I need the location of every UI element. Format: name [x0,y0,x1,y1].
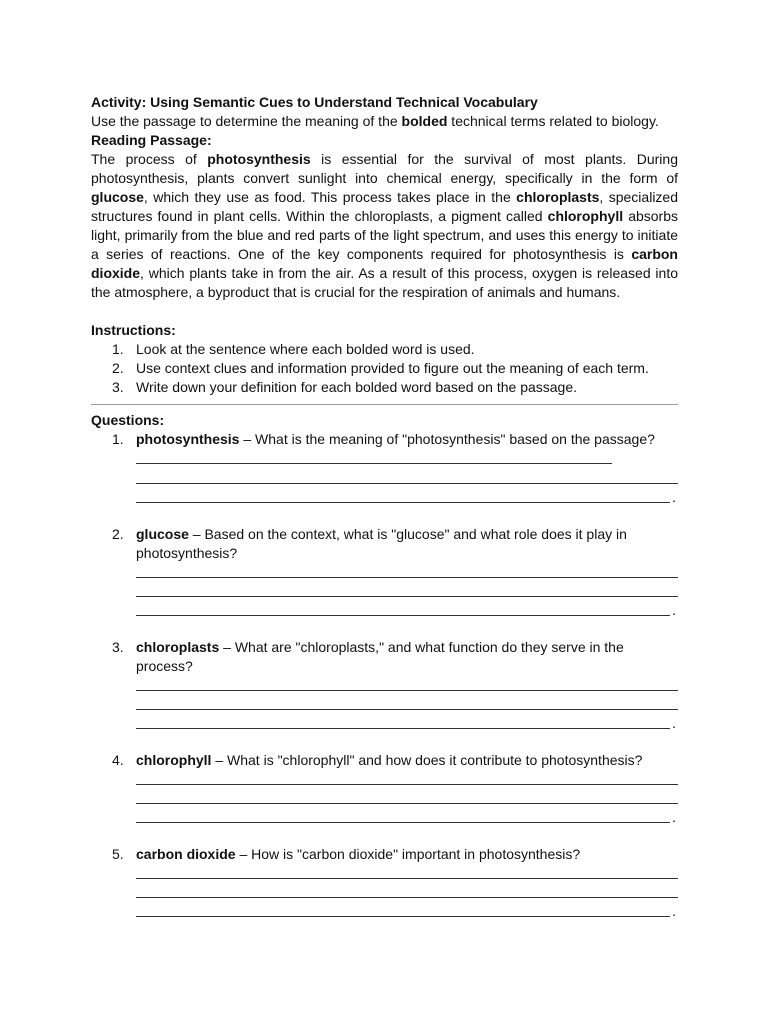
questions-label: Questions: [91,412,165,428]
answer-line[interactable] [136,789,678,808]
question-term: glucose [136,526,189,542]
answer-line[interactable] [136,563,678,582]
question-text: – What is "chlorophyll" and how does it contribute to photosynthesis? [211,752,643,768]
question-prompt [136,525,678,563]
question-number: 3. [112,639,124,655]
intro-text-start: Use the passage to determine the meaning of the [91,113,402,129]
instruction-number: 1. [112,341,124,357]
instruction-item [91,340,678,359]
answer-underline [136,690,678,691]
passage-text: , which they use as food. This process takes place in the [143,189,517,205]
question-term: carbon dioxide [136,846,236,862]
questions-list [91,430,678,921]
line-end-period: . [672,715,676,731]
line-end-period: . [672,489,676,505]
answer-underline [136,803,678,804]
intro-text-end: technical terms related to biology. [447,113,659,129]
question-number: 1. [112,431,124,447]
answer-line[interactable] [136,902,678,921]
answer-line[interactable] [136,582,678,601]
bold-term: chlorophyll [547,208,624,224]
worksheet [91,93,678,921]
passage-text: is essential for the survival of most plants. During photosynthesis, plants convert sunlight into chemical energy, specifically in the form of [91,151,678,186]
activity-title: Activity: Using Semantic Cues to Understand Technical Vocabulary [91,94,538,110]
question-text: – How is "carbon dioxide" important in photosynthesis? [235,846,581,862]
instruction-item [91,378,678,397]
question-prompt [136,751,678,770]
question-text: – What is the meaning of "photosynthesis" based on the passage? [239,431,655,447]
answer-line[interactable] [136,770,678,789]
instruction-number: 3. [112,379,124,395]
answer-line[interactable] [136,695,678,714]
answer-underline [136,822,670,823]
answer-line[interactable] [136,676,678,695]
answer-underline [136,897,678,898]
passage-text: , which plants take in from the air. As a result of this process, oxygen is released into the atmosphere, a byproduct that is crucial for the respiration of animals and humans. [91,265,678,300]
answer-line[interactable] [136,808,678,827]
question-prompt [136,638,678,676]
passage-text: , specialized structures found in plant cells. Within the chloroplasts, a pigment called [91,189,678,224]
intro-bold-word: bolded [401,113,448,129]
answer-underline [136,483,678,484]
intro-text [91,112,678,131]
passage-text: absorbs light, primarily from the blue and red parts of the light spectrum, and uses this energy to initiate a series of reactions. One of the key components required for photosynthesis is [91,208,678,262]
instructions-list [91,340,678,397]
answer-line[interactable] [136,601,678,620]
bold-term: carbon dioxide [91,246,678,281]
question-text: – Based on the context, what is "glucose" and what role does it play in photosynthesis? [136,526,627,561]
answer-underline [136,878,678,879]
reading-passage [91,150,678,302]
answer-line[interactable] [136,864,678,883]
instruction-text: Use context clues and information provided to figure out the meaning of each term. [136,360,649,376]
answer-underline [136,709,678,710]
answer-underline [136,502,670,503]
answer-underline [136,615,670,616]
section-divider [91,404,678,405]
line-end-period: . [672,809,676,825]
bold-term: chloroplasts [516,189,600,205]
question-prompt [136,845,678,864]
answer-blank[interactable] [136,449,612,464]
bold-term: photosynthesis [207,151,311,167]
answer-line[interactable] [136,883,678,902]
passage-text: The process of [91,151,208,167]
reading-passage-label: Reading Passage: [91,132,212,148]
bold-term: glucose [91,189,144,205]
question-term: chloroplasts [136,639,220,655]
question-number: 2. [112,526,124,542]
answer-underline [136,596,678,597]
line-end-period: . [672,903,676,919]
line-end-period: . [672,602,676,618]
question-text: – What are "chloroplasts," and what function do they serve in the process? [136,639,624,674]
question-prompt [136,430,678,469]
answer-underline [136,577,678,578]
instruction-item [91,359,678,378]
question-number: 4. [112,752,124,768]
answer-line[interactable] [136,469,678,488]
answer-underline [136,784,678,785]
question-term: chlorophyll [136,752,212,768]
question-item [91,525,678,620]
question-term: photosynthesis [136,431,240,447]
answer-underline [136,916,670,917]
question-item [91,638,678,733]
instructions-label: Instructions: [91,322,176,338]
instruction-number: 2. [112,360,124,376]
instruction-text: Write down your definition for each bolded word based on the passage. [136,379,578,395]
instruction-text: Look at the sentence where each bolded word is used. [136,341,475,357]
answer-line[interactable] [136,714,678,733]
question-item [91,845,678,921]
answer-line[interactable] [136,488,678,507]
answer-underline [136,728,670,729]
question-item [91,751,678,827]
question-item [91,430,678,507]
question-number: 5. [112,846,124,862]
